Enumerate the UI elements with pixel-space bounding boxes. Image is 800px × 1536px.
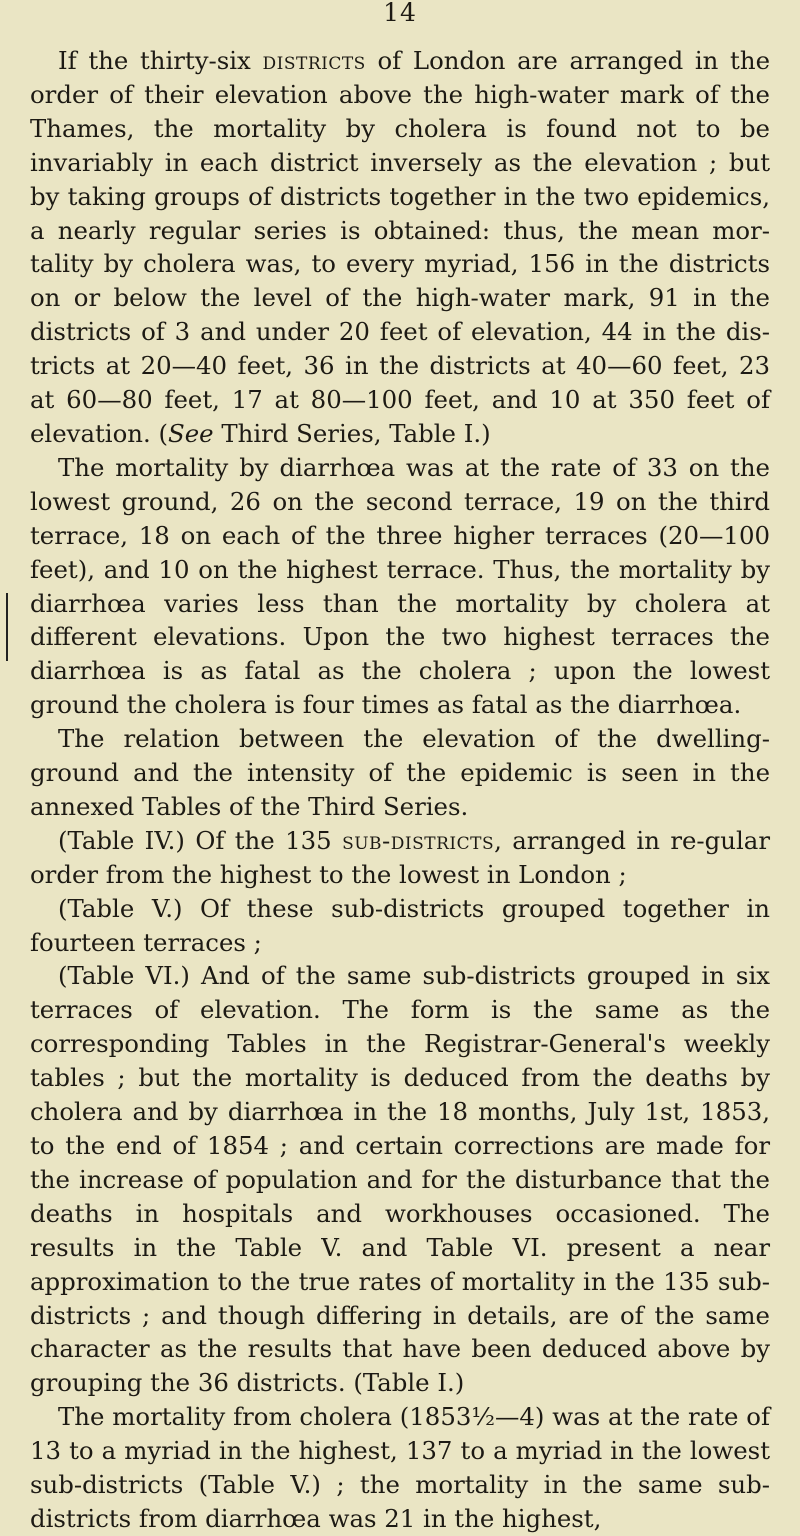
paragraph-districts-elevation bbox=[30, 44, 770, 451]
italic-term: See bbox=[168, 418, 214, 448]
small-caps-term: districts bbox=[262, 46, 366, 75]
paragraph-diarrhoea-mortality: The mortality by diarrhœa was at the rate of 33 on the lowest ground, 26 on the second terrace, 19 on the third terrace, 18 on each of the three higher terraces (20—100 feet), and 10 on the highest terrace. Thus, the mortality by diarrhœa varies less than the mortality by cholera at different elevations. Upon the two highest terraces the diarrhœa is as fatal as the cholera ; upon the lowest ground the cholera is four times as fatal as the diarrhœa. bbox=[30, 452, 770, 720]
paragraph-table-vi: (Table VI.) And of the same sub-districts grouped in six terraces of elevation. The form is the same as the corresponding Tables in the Registrar-General's weekly tables ; but the mortality is deduced from the deaths by cholera and by diarrhœa in the 18 months, July 1st, 1853, to the end of 1854 ; and certain corrections are made for the increase of population and for the disturbance that the deaths in hospitals and workhouses occasioned. The results in the Table V. and Table VI. present a near approximation to the true rates of mortality in the 135 sub-districts ; and though differing in details, are of the same character as the results that have been deduced above by grouping the 36 districts. (Table I.) bbox=[30, 961, 770, 1398]
small-caps-term: sub-districts bbox=[342, 825, 495, 855]
paragraph-table-v: (Table V.) Of these sub-districts grouped together in fourteen terraces ; bbox=[30, 893, 770, 957]
margin-mark bbox=[6, 593, 8, 661]
text-run: (Table IV.) Of the 135 bbox=[58, 825, 343, 855]
paragraph-cholera-rates: The mortality from cholera (1853½—4) was at the rate of 13 to a myriad in the highest, 137 to a myriad in the lowest sub-districts (Table V.) ; the mortality in the same sub-districts from diarrhœa was 21 in the highest, bbox=[30, 1402, 770, 1533]
paragraph-table-iv bbox=[30, 824, 770, 892]
text-body bbox=[30, 44, 770, 1536]
text-run: , arranged in re-gular order from the highest to the lowest in London ; bbox=[30, 825, 771, 889]
page-number: 14 bbox=[383, 0, 417, 27]
paragraph-relation-elevation: The relation between the elevation of the dwelling-ground and the intensity of the epidemic is seen in the annexed Tables of the Third Series. bbox=[30, 724, 770, 821]
text-run: Third Series, Table I.) bbox=[213, 418, 491, 448]
text-run: of London are arranged in the order of their elevation above the high-water mark of the Thames, the mortality by cholera is found not to be invariably in each district inversely as the elevation ; but by taking groups of districts together in the two epidemics, a nearly regular series is obtained: thus, the mean mor-tality by cholera was, to every myriad, 156 in the districts on or below the level of the high-water mark, 91 in the districts of 3 and under 20 feet of elevation, 44 in the dis-tricts at 20—40 feet, 36 in the districts at 40—60 feet, 23 at 60—80 feet, 17 at 80—100 feet, and 10 at 350 feet of elevation. ( bbox=[30, 46, 771, 448]
text-run: If the thirty-six bbox=[58, 46, 263, 75]
